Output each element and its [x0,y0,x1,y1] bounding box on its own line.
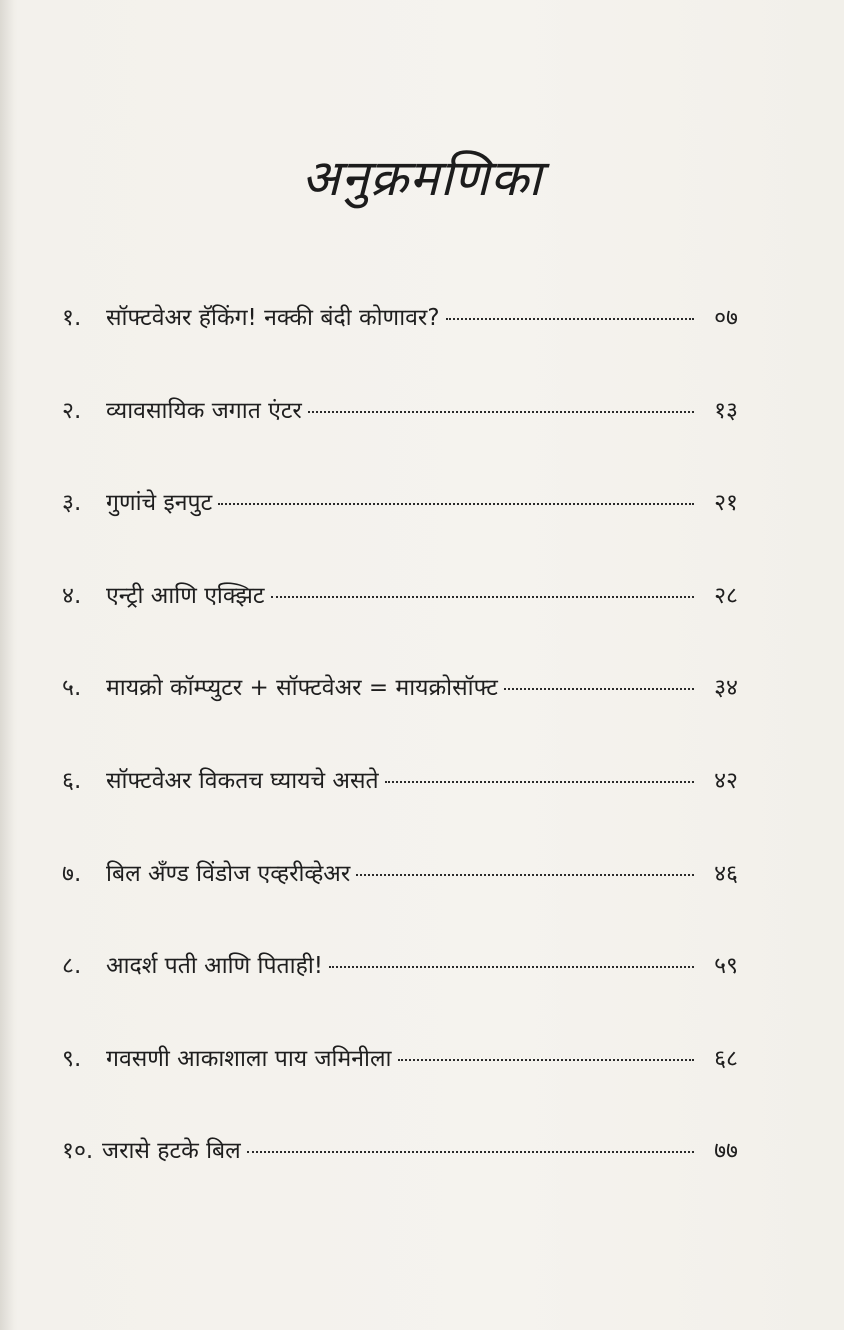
page-title: अनुक्रमणिका [301,149,543,207]
dot-leader [247,1151,694,1153]
dot-leader [446,318,694,320]
dot-leader [385,781,694,783]
toc-entry [62,763,738,856]
toc-entry-page: ७७ [714,1138,738,1165]
toc-entry-title: सॉफ्टवेअर हॅकिंग! नक्की बंदी कोणावर? [106,305,440,331]
toc-entry-number: ४. [62,582,82,609]
toc-entry [62,856,738,949]
toc-entry-title: आदर्श पती आणि पिताही! [106,953,323,980]
toc-entry-page: ६८ [714,1045,738,1072]
toc-entry [62,485,738,578]
dot-leader [356,874,694,876]
toc-entry-title: मायक्रो कॉम्प्युटर + सॉफ्टवेअर = मायक्रोसॉफ्ट [106,675,498,702]
toc-entry-title: एन्ट्री आणि एक्झिट [106,582,265,609]
toc-entry-page: ५९ [714,953,738,980]
dot-leader [398,1059,695,1061]
toc-entry-page: ४२ [714,767,738,794]
dot-leader [504,688,694,690]
toc-entry-title: बिल अँण्ड विंडोज एव्हरीव्हेअर [106,860,351,887]
toc-entry-page: ३४ [714,675,738,702]
toc-entry-number: ३. [62,490,82,517]
toc-entry [62,948,738,1041]
dot-leader [308,411,694,413]
toc-entry-number: ९. [62,1045,82,1072]
toc-entry-number: २. [62,397,82,424]
toc-entry-title: गवसणी आकाशाला पाय जमिनीला [106,1045,392,1072]
toc-entry [62,1041,738,1134]
toc-entry [62,578,738,671]
toc-entry-number: ७. [62,860,82,887]
toc-entry-number: ८. [62,953,82,980]
table-of-contents [62,300,738,1226]
toc-entry-title: गुणांचे इनपुट [106,490,213,517]
toc-entry-page: १३ [714,397,738,424]
dot-leader [271,596,694,598]
toc-entry-page: २८ [714,582,738,609]
toc-entry-page: ०७ [714,305,738,331]
toc-entry-page: २१ [714,490,738,517]
toc-entry [62,300,738,393]
toc-entry-number: १. [62,305,82,331]
toc-entry-number: १०. [62,1138,94,1165]
toc-entry-number: ६. [62,767,82,794]
toc-entry-title: व्यावसायिक जगात एंटर [106,397,302,424]
toc-entry-title: जरासे हटके बिल [102,1138,241,1165]
toc-entry [62,670,738,763]
toc-entry-number: ५. [62,675,82,702]
dot-leader [218,503,694,505]
toc-entry-title: सॉफ्टवेअर विकतच घ्यायचे असते [106,767,379,794]
toc-entry-page: ४६ [714,860,738,887]
toc-entry [62,393,738,486]
toc-entry [62,1133,738,1226]
dot-leader [329,966,694,968]
